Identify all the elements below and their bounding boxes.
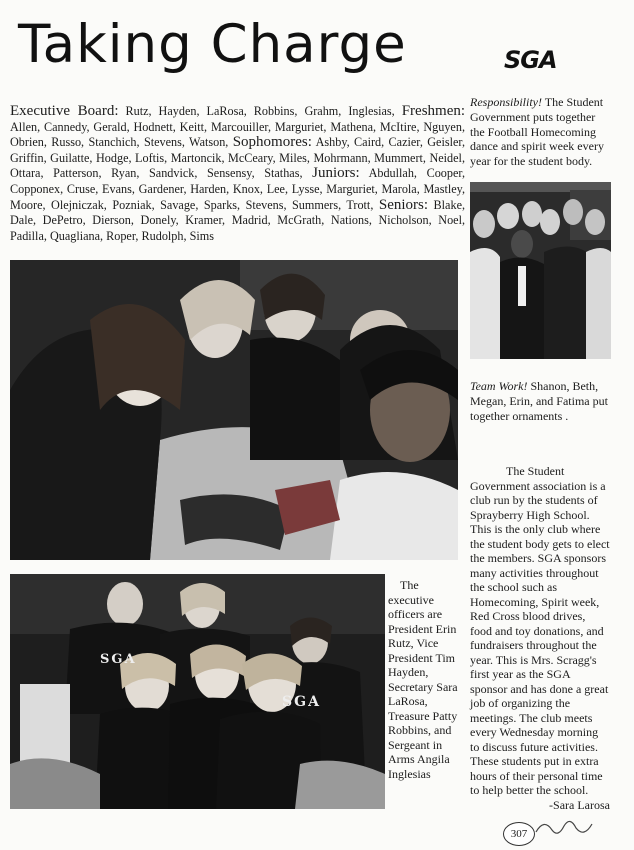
section-tag: SGA xyxy=(504,46,557,74)
squiggle-ornament xyxy=(534,814,594,840)
roster-seniors-label: Seniors: xyxy=(378,196,429,213)
ornaments-photo xyxy=(10,260,458,560)
homecoming-photo xyxy=(470,182,611,359)
roster-executive-label: Executive Board: xyxy=(10,103,119,119)
officers-text: The executive officers are President Erin Rutz, Vice President Tim Hayden, Secretary Sara LaRosa, Treasure Patty Robbins, and Sergeant in Arms Angila Inglesias xyxy=(388,578,458,781)
teamwork-caption xyxy=(470,379,610,423)
roster-seniors-names: Blake, Dale, DePetro, Dierson, Donely, Kramer, Madrid, McGrath, Nations, Nicholson, Noel, Padilla, Quagliana, Roper, Rudolph, Sims xyxy=(10,197,466,243)
responsibility-lead: Responsibility! xyxy=(470,95,542,109)
roster-sophomores-names: Ashby, Caird, Cazier, Geisler, Griffin, Guilatte, Hodge, Loftis, Martoncik, McCeary, Miles, Mohrmann, Mummert, Neidel, Ottara, Patterson, Ryan, Sandvick, Sensensy, Stathas, xyxy=(10,135,466,181)
roster-freshmen-names: Allen, Cannedy, Gerald, Hodnett, Keitt, Marcouiller, Marguriet, Mathena, McItire, Nguyen, Obrien, Russo, Stanchich, Stevens, Watson, xyxy=(10,119,465,150)
roster-sophomores-label: Sophomores: xyxy=(232,134,312,151)
shirt-print-1: SGA xyxy=(100,652,137,667)
page-number: 307 xyxy=(503,822,535,846)
sga-story xyxy=(470,464,610,812)
roster-juniors-names: Abdullah, Cooper, Copponex, Cruse, Evans, Gardener, Harden, Knox, Lee, Lysse, Marguriet, Marola, Mastley, Moore, Olejniczak, Pozniak, Savage, Sparks, Stevens, Summers, Trott, xyxy=(10,166,466,212)
responsibility-caption xyxy=(470,95,612,169)
officers-caption xyxy=(388,578,464,781)
story-body: The Student Government association is a club run by the students of Sprayberry High School. This is the only club where the student body gets to elect the members. SGA sponsors many activities throughout the school such as Homecoming, Spirit week, Red Cross blood drives, food and toy donations, and fundraisers throughout the year. This is Mrs. Scragg's first year as the SGA sponsor and has done a great job of organizing the meetings. The club meets every Wednesday morning to discuss future activities. These students put in extra hours of their personal time to help better the school. xyxy=(470,464,610,797)
responsibility-text: The Student Government puts together the Football Homecoming dance and spirit week every year for the student body. xyxy=(470,95,604,169)
roster-freshmen-label: Freshmen: xyxy=(401,103,466,119)
shirt-print-2: SGA xyxy=(282,694,321,710)
roster-juniors-label: Juniors: xyxy=(312,165,360,182)
teamwork-lead: Team Work! xyxy=(470,379,528,393)
member-roster xyxy=(10,104,465,244)
page-title: Taking Charge xyxy=(18,14,407,75)
teamwork-text: Shanon, Beth, Megan, Erin, and Fatima put together ornaments . xyxy=(470,379,608,423)
roster-executive-names: Rutz, Hayden, LaRosa, Robbins, Grahm, Inglesias, xyxy=(125,104,395,118)
story-signature: -Sara Larosa xyxy=(549,797,610,812)
officers-photo xyxy=(10,574,385,809)
